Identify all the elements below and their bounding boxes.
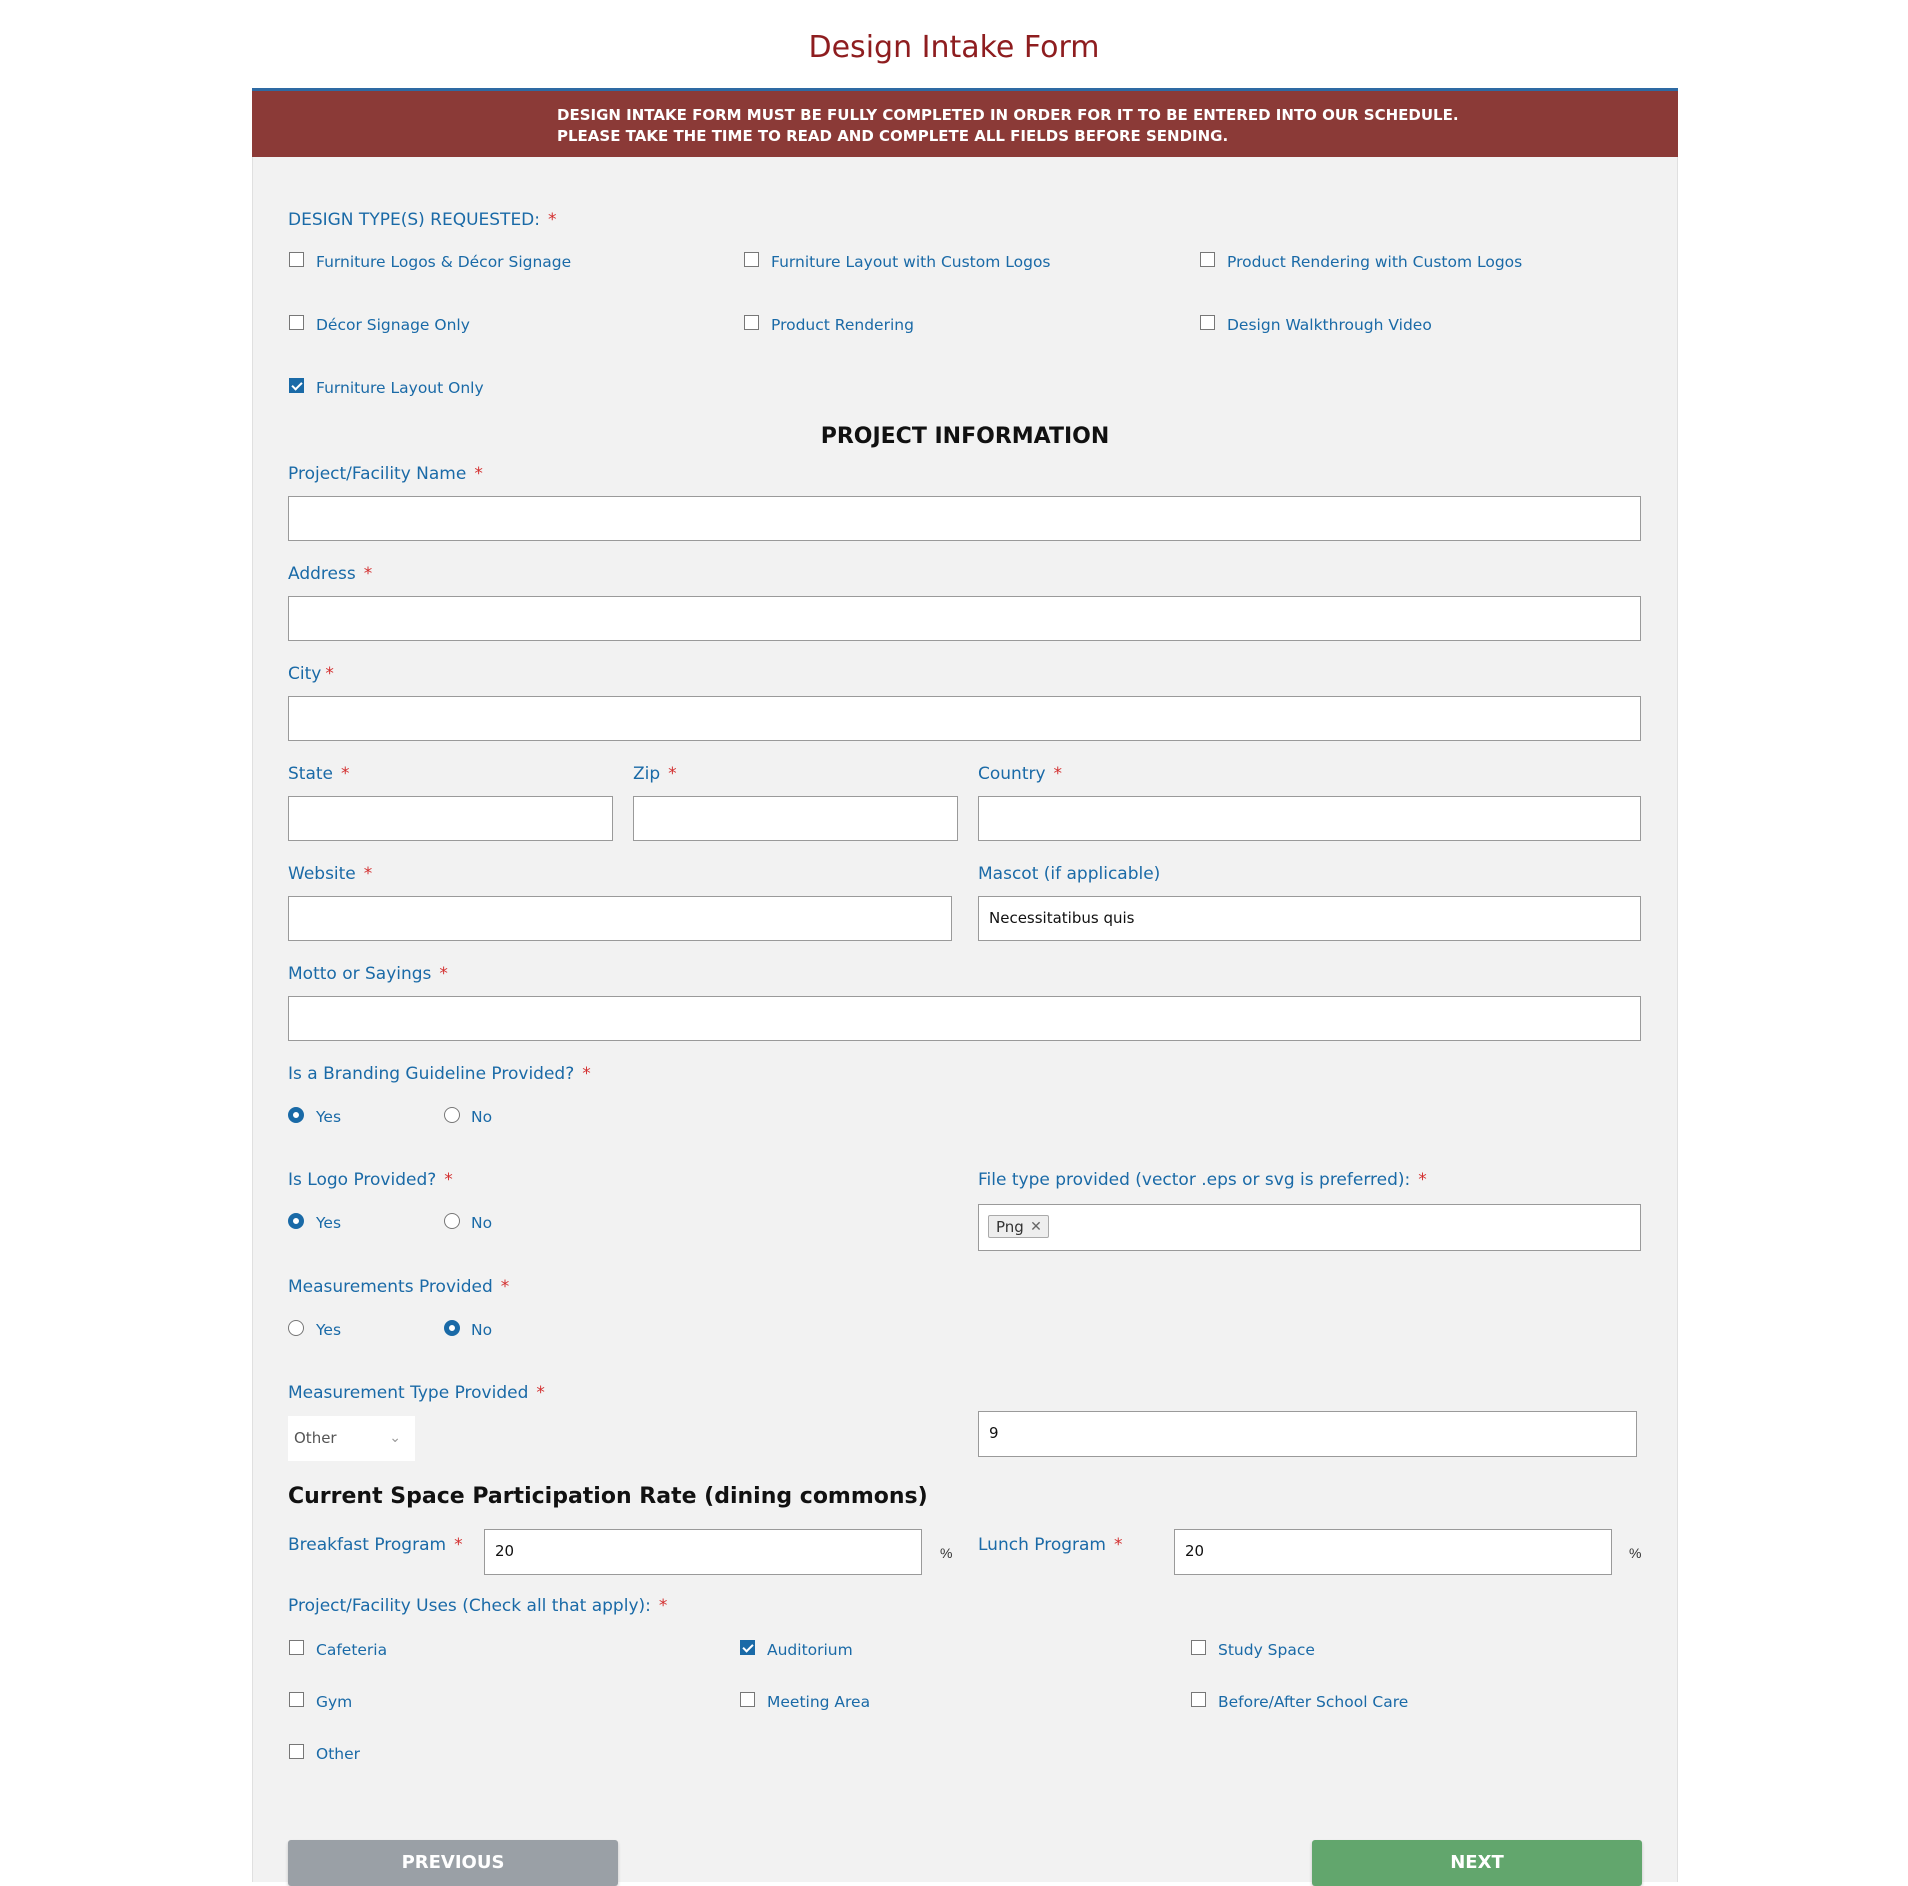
website-input[interactable] — [288, 896, 952, 941]
radio-branding-yes[interactable] — [288, 1107, 304, 1123]
option-label: Before/After School Care — [1218, 1693, 1409, 1711]
option-label: Furniture Layout Only — [316, 379, 484, 397]
radio-label-yes: Yes — [316, 1214, 342, 1232]
file-type-tag — [988, 1215, 1049, 1238]
remove-tag-icon[interactable]: ✕ — [1030, 1219, 1042, 1235]
measurements-label: Measurements Provided * — [288, 1277, 510, 1297]
checkbox-before-after-school-care[interactable] — [1191, 1692, 1206, 1707]
uses-label: Project/Facility Uses (Check all that apply): * — [288, 1596, 668, 1616]
file-type-multiselect[interactable] — [978, 1204, 1641, 1251]
address-label: Address * — [288, 564, 373, 584]
state-input[interactable] — [288, 796, 613, 841]
checkbox-cafeteria[interactable] — [289, 1640, 304, 1655]
city-label: City * — [288, 664, 334, 684]
country-input[interactable] — [978, 796, 1641, 841]
state-label: State * — [288, 764, 350, 784]
breakfast-label: Breakfast Program * — [288, 1535, 463, 1555]
option-label: Cafeteria — [316, 1641, 388, 1659]
checkbox-auditorium[interactable] — [740, 1640, 755, 1655]
checkbox-furniture-layout-custom-logos[interactable] — [744, 252, 759, 267]
checkbox-furniture-layout-only[interactable] — [289, 378, 304, 393]
city-input[interactable] — [288, 696, 1641, 741]
checkbox-product-rendering[interactable] — [744, 315, 759, 330]
option-label: Gym — [316, 1693, 353, 1711]
logo-label: Is Logo Provided? * — [288, 1170, 453, 1190]
checkbox-product-rendering-custom-logos[interactable] — [1200, 252, 1215, 267]
option-label: Product Rendering — [771, 316, 914, 334]
percent-unit: % — [1629, 1545, 1642, 1561]
lunch-input[interactable]: 20 — [1174, 1529, 1612, 1575]
select-value: Other — [294, 1429, 337, 1447]
breakfast-input[interactable]: 20 — [484, 1529, 922, 1575]
page-title: Design Intake Form — [808, 30, 1100, 65]
motto-label: Motto or Sayings * — [288, 964, 448, 984]
radio-label-no: No — [471, 1214, 493, 1232]
banner-line-2: PLEASE TAKE THE TIME TO READ AND COMPLETE ALL FIELDS BEFORE SENDING. — [557, 127, 1229, 145]
option-label: Décor Signage Only — [316, 316, 470, 334]
checkbox-study-space[interactable] — [1191, 1640, 1206, 1655]
design-types-label: DESIGN TYPE(S) REQUESTED: * — [288, 210, 557, 230]
next-button[interactable]: NEXT — [1312, 1840, 1642, 1886]
measurement-type-label: Measurement Type Provided * — [288, 1383, 545, 1403]
checkbox-design-walkthrough-video[interactable] — [1200, 315, 1215, 330]
radio-logo-yes[interactable] — [288, 1213, 304, 1229]
option-label: Meeting Area — [767, 1693, 871, 1711]
section-heading-participation: Current Space Participation Rate (dining commons) — [288, 1484, 928, 1509]
mascot-label: Mascot (if applicable) — [978, 864, 1161, 884]
motto-input[interactable] — [288, 996, 1641, 1041]
checkbox-gym[interactable] — [289, 1692, 304, 1707]
tag-label: Png — [996, 1218, 1024, 1236]
zip-input[interactable] — [633, 796, 958, 841]
notice-banner — [252, 88, 1678, 157]
option-label: Design Walkthrough Video — [1227, 316, 1432, 334]
country-label: Country * — [978, 764, 1063, 784]
checkbox-meeting-area[interactable] — [740, 1692, 755, 1707]
checkbox-other[interactable] — [289, 1744, 304, 1759]
lunch-label: Lunch Program * — [978, 1535, 1123, 1555]
chevron-down-icon: ⌄ — [389, 1430, 401, 1446]
banner-line-1: DESIGN INTAKE FORM MUST BE FULLY COMPLETED IN ORDER FOR IT TO BE ENTERED INTO OUR SCHEDULE. — [557, 106, 1459, 124]
mascot-input[interactable]: Necessitatibus quis — [978, 896, 1641, 941]
branding-label: Is a Branding Guideline Provided? * — [288, 1064, 591, 1084]
checkbox-decor-signage-only[interactable] — [289, 315, 304, 330]
checkbox-furniture-logos-decor[interactable] — [289, 252, 304, 267]
percent-unit: % — [940, 1545, 953, 1561]
radio-measurements-yes[interactable] — [288, 1320, 304, 1336]
radio-label-yes: Yes — [316, 1108, 342, 1126]
option-label: Other — [316, 1745, 361, 1763]
radio-label-no: No — [471, 1321, 493, 1339]
option-label: Furniture Layout with Custom Logos — [771, 253, 1051, 271]
website-label: Website * — [288, 864, 373, 884]
zip-label: Zip * — [633, 764, 677, 784]
address-input[interactable] — [288, 596, 1641, 641]
previous-button[interactable]: PREVIOUS — [288, 1840, 618, 1886]
option-label: Auditorium — [767, 1641, 853, 1659]
facility-name-label: Project/Facility Name * — [288, 464, 483, 484]
section-heading-project-info: PROJECT INFORMATION — [820, 424, 1110, 449]
measurement-other-input[interactable]: 9 — [978, 1411, 1637, 1457]
option-label: Product Rendering with Custom Logos — [1227, 253, 1523, 271]
radio-label-yes: Yes — [316, 1321, 342, 1339]
file-type-label: File type provided (vector .eps or svg is preferred): * — [978, 1170, 1427, 1190]
option-label: Study Space — [1218, 1641, 1315, 1659]
radio-label-no: No — [471, 1108, 493, 1126]
measurement-type-select[interactable] — [288, 1416, 415, 1461]
option-label: Furniture Logos & Décor Signage — [316, 253, 572, 271]
radio-logo-no[interactable] — [444, 1213, 460, 1229]
facility-name-input[interactable] — [288, 496, 1641, 541]
radio-branding-no[interactable] — [444, 1107, 460, 1123]
radio-measurements-no[interactable] — [444, 1320, 460, 1336]
